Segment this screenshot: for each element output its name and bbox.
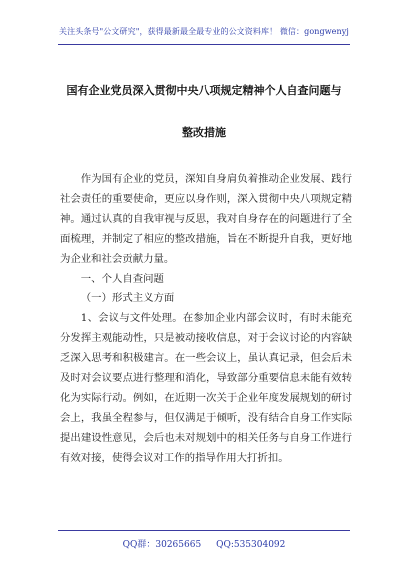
document-body <box>60 170 352 469</box>
footer-qq: QQ:535304092 <box>216 540 286 550</box>
document-title: 国有企业党员深入贯彻中央八项规定精神个人自查问题与 <box>66 84 342 97</box>
footer-qq-group: QQ群：30265665 <box>122 540 202 550</box>
body-paragraph: 1、会议与文件处理。在参加企业内部会议时，有时未能充分发挥主观能动性，只是被动接收信息，对于会议讨论的内容缺乏深入思考和积极建言。在一些会议上，虽认真记录，但会后未及时对会议要点进行整理和消化，导致部分重要信息未能有效转化为实际行动。例如，在近期一次关于企业年度发展规划的研讨会上，我虽全程参与，但仅满足于倾听，没有结合自身工作实际提出建设性意见，会后也未对规划中的相关任务与自身工作进行有效对接，使得会议对工作的指导作用大打折扣。 <box>60 312 352 464</box>
header-divider <box>58 44 350 45</box>
section-heading: 一、个人自查问题 <box>80 272 164 285</box>
header-banner: 关注头条号"公文研究"，获得最新最全最专业的公文资料库！ 微信：gongwenyj <box>59 27 349 36</box>
subsection-heading: （一）形式主义方面 <box>80 292 175 305</box>
footer-divider <box>58 530 350 531</box>
footer <box>0 537 408 550</box>
document-title-continued: 整改措施 <box>182 126 226 139</box>
intro-paragraph: 作为国有企业的党员，深知自身肩负着推动企业发展、践行社会责任的重要使命，更应以身作则，深入贯彻中央八项规定精神。通过认真的自我审视与反思，我对自身存在的问题进行了全面梳理，并制定了相应的整改措施，旨在不断提升自我，更好地为企业和社会贡献力量。 <box>60 173 352 265</box>
